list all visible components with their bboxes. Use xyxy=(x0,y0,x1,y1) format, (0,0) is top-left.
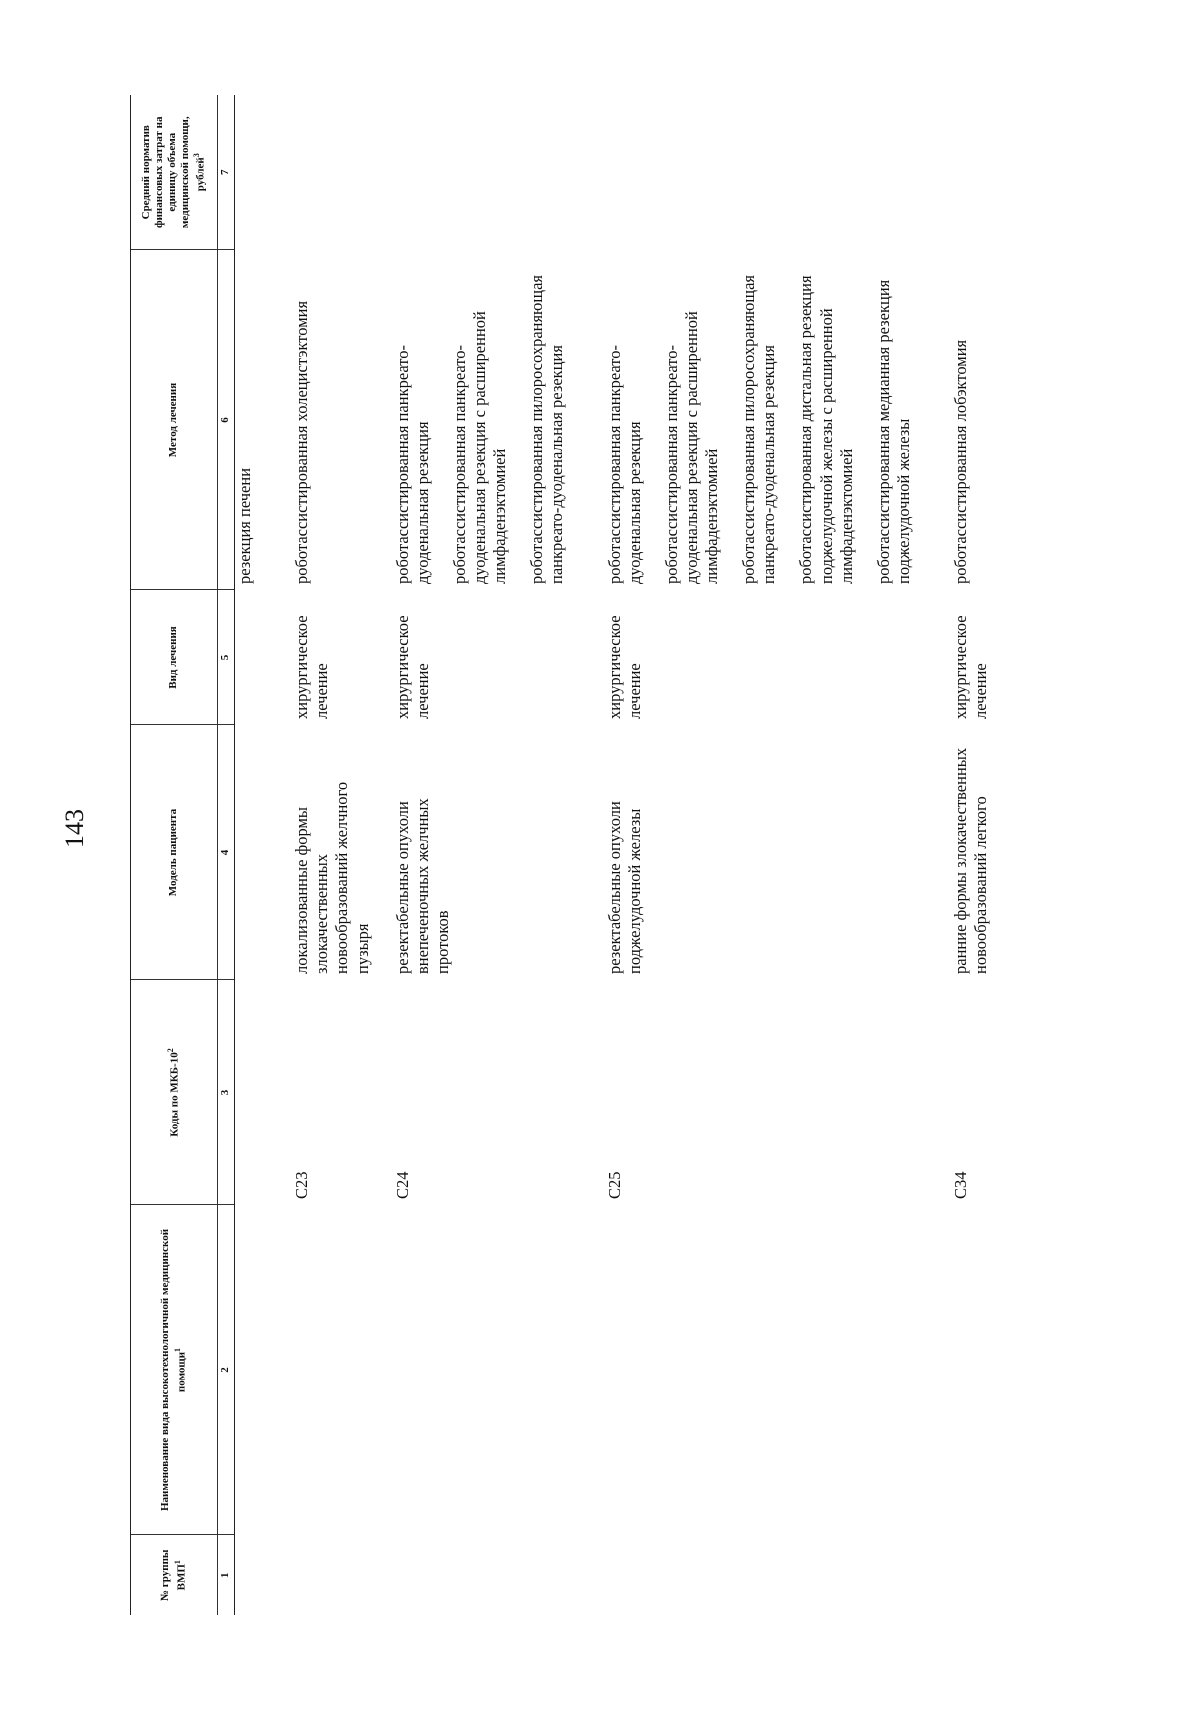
cell-financial-norm xyxy=(393,95,605,250)
cell-group-number xyxy=(292,1535,393,1615)
column-number: 4 xyxy=(218,725,235,980)
cell-patient-model xyxy=(235,725,293,980)
treatment-method: роботассистированная лобэктомия xyxy=(951,339,970,584)
column-number: 3 xyxy=(218,980,235,1205)
treatment-method: роботассистированная панкреато-дуоденальная резекция с расширенной лимфаденэктомией xyxy=(661,311,721,584)
cell-group-number xyxy=(951,1535,1011,1615)
table-row xyxy=(292,95,393,1615)
cell-treatment-methods xyxy=(292,250,393,590)
treatment-method: роботассистированная холецистэктомия xyxy=(292,300,312,584)
cell-treatment-methods xyxy=(951,250,1011,590)
cell-patient-model: локализованные формы злокачественных новообразований желчного пузыря xyxy=(292,781,372,974)
column-numbers-row xyxy=(218,95,235,1615)
cell-financial-norm xyxy=(235,95,293,250)
cell-care-name xyxy=(235,1205,293,1535)
cell-group-number xyxy=(605,1535,952,1615)
treatment-method: роботассистированная панкреато-дуоденальная резекция xyxy=(604,344,644,584)
table-row xyxy=(393,95,605,1615)
cell-financial-norm xyxy=(951,95,1011,250)
header-treatment-type: Вид лечения xyxy=(131,590,218,725)
cell-patient-model: ранние формы злокачественных новообразований легкого xyxy=(951,747,991,974)
cell-icd-code: C34 xyxy=(951,1171,970,1199)
page-number: 143 xyxy=(60,809,89,848)
cell-icd-code: C24 xyxy=(392,1171,412,1199)
treatment-method: резекция печени xyxy=(235,467,254,584)
cell-treatment-methods xyxy=(605,250,952,590)
cell-care-name xyxy=(605,1205,952,1535)
header-group-number: № группы ВМП$^1$ xyxy=(131,1535,218,1615)
column-number: 5 xyxy=(218,590,235,725)
column-number: 2 xyxy=(218,1205,235,1535)
table-row xyxy=(605,95,952,1615)
cell-financial-norm xyxy=(605,95,952,250)
treatment-method: роботассистированная панкреато-дуоденальная резекция xyxy=(392,344,432,584)
table-row xyxy=(235,95,293,1615)
cell-patient-model: резектабельные опухоли поджелудочной железы xyxy=(604,801,644,974)
cell-financial-norm xyxy=(292,95,393,250)
cell-care-name xyxy=(393,1205,605,1535)
cell-care-name xyxy=(292,1205,393,1535)
treatment-method: роботассистированная пилоросохраняющая панкреато-дуоденальная резекция xyxy=(739,274,779,584)
cell-treatment-type: хирургическое лечение xyxy=(392,615,432,719)
header-icd-codes: Коды по МКБ-$10^2$ xyxy=(131,980,218,1205)
document-table-container xyxy=(130,95,1010,1615)
cell-icd-code xyxy=(235,980,293,1205)
cell-icd-code: C25 xyxy=(604,1171,624,1199)
table-body xyxy=(235,95,1012,1615)
treatment-method: роботассистированная панкреато-дуоденальная резекция с расширенной лимфаденэктомией xyxy=(449,311,510,584)
column-number: 1 xyxy=(218,1535,235,1615)
cell-treatment-methods xyxy=(393,250,605,590)
cell-patient-model: резектабельные опухоли внепеченочных желчных протоков xyxy=(392,798,452,974)
cell-treatment-type: хирургическое лечение xyxy=(604,615,644,719)
treatment-method: роботассистированная медианная резекция поджелудочной железы xyxy=(873,279,913,584)
treatment-method: роботассистированная дистальная резекция поджелудочной железы с расширенной лимфаденэктомией xyxy=(796,275,856,584)
cell-treatment-methods xyxy=(235,250,293,590)
cell-treatment-type xyxy=(235,590,293,725)
table-row xyxy=(951,95,1011,1615)
cell-icd-code: C23 xyxy=(292,1171,312,1199)
header-care-name: Наименование вида высокотехнологичной медицинской помощи$^1$ xyxy=(131,1205,218,1535)
cell-treatment-type: хирургическое лечение xyxy=(951,615,991,719)
header-patient-model: Модель пациента xyxy=(131,725,218,980)
column-number: 6 xyxy=(218,250,235,590)
header-treatment-method: Метод лечения xyxy=(131,250,218,590)
cell-care-name xyxy=(951,1205,1011,1535)
cell-group-number xyxy=(235,1535,293,1615)
header-financial-norm: Средний норматив финансовых затрат на единицу объема медицинской помощи, рублей$^3$ xyxy=(131,95,218,250)
column-number: 7 xyxy=(218,95,235,250)
treatment-methods-table xyxy=(130,95,1011,1615)
treatment-method: роботассистированная пилоросохраняющая панкреато-дуоденальная резекция xyxy=(527,274,567,584)
header-row xyxy=(131,95,218,1615)
cell-treatment-type: хирургическое лечение xyxy=(292,615,332,719)
cell-group-number xyxy=(393,1535,605,1615)
